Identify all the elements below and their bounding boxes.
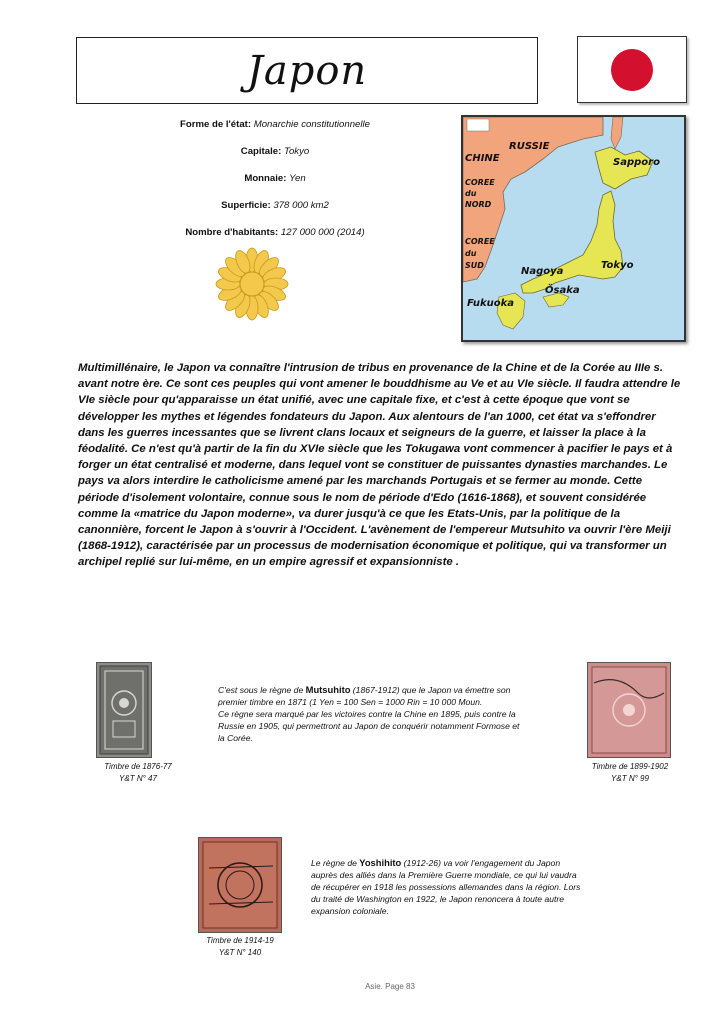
stamp-1899 <box>587 662 671 758</box>
chrysanthemum-emblem <box>210 247 294 321</box>
map-label-south-korea-1: COREE <box>465 237 495 246</box>
map-label-russia: RUSSIE <box>509 141 550 152</box>
fact-capital: Capitale: Tokyo <box>240 146 310 157</box>
map-label-tokyo: Tokyo <box>601 260 634 271</box>
fact-government: Forme de l'état: Monarchie constitutionnelle <box>180 119 370 130</box>
fact-area: Superficie: 378 000 km2 <box>221 200 329 211</box>
history-paragraph: Multimillénaire, le Japon va connaître l'intrusion de tribus en provenance de la Chine et de la Corée au IIIe s. avant notre ère. Ce sont ces peuples qui vont amener le bouddhisme au Ve et au VIe siècle. Il faudra attendre le VIe siècle pour qu'apparaisse un état unifié, avec une capitale fixe, et c'est à cette époque que vont se développer les mythes et légendes fondateurs du Japon. Aux alentours de l'an 1000, cet état va s'effondrer dans les guerres incessantes que se livrent clans locaux et seigneurs de la guerre, et laisser la place à la féodalité. Ce n'est qu'à partir de la fin du XVIe siècle que les Tokugawa vont commencer à pacifier le pays et à forger un état centralisé et moderne, dans lequel vont se constituer de puissantes dynasties marchandes. Le pays va alors interdire le catholicisme amené par les marchands Portugais et se fermer au monde. Cette période d'isolement volontaire, connue sous le nom de période d'Edo (1616-1868), et souvent considérée comme la «matrice du Japon moderne», va durer jusqu'à ce que les Etats-Unis, par la politique de la canonnière, forcent le Japon à s'ouvrir à l'Occident. L'avènement de l'empereur Mutsuhito va ouvrir l'ère Meiji (1868-1912), caractérisée par un processus de modernisation économique et politique, qui va transformer un archipel replié sur lui-même, en un empire agressif et expansionniste . <box>78 362 681 569</box>
fact-currency: Monnaie: Yen <box>244 173 306 184</box>
page-footer: Asie. Page 83 <box>365 982 415 991</box>
fact-population: Nombre d'habitants: 127 000 000 (2014) <box>185 227 365 238</box>
map-label-north-korea-3: NORD <box>465 200 492 209</box>
taisho-text: Le règne de Yoshihito (1912-26) va voir l'engagement du Japon auprès des alliés dans la Première Guerre mondiale, ce qui lui vaudra de récupérer en 1918 les possessions allemandes dans la région. Lors du traité de Washington en 1922, le Japon renoncera à toute autre expansion coloniale. <box>311 857 581 916</box>
map-label-south-korea-3: SUD <box>465 261 484 270</box>
map-label-north-korea-1: COREE <box>465 178 495 187</box>
stamp-1914-caption: Timbre de 1914-19 Y&T N° 140 <box>206 936 274 957</box>
title-box <box>76 37 538 104</box>
country-facts <box>130 116 420 251</box>
meiji-text: C'est sous le règne de Mutsuhito (1867-1912) que le Japon va émettre son premier timbre en 1871 (1 Yen = 100 Sen = 1000 Rin = 10 000 Moun. Ce règne sera marqué par les victoires contre la Chine en 1895, puis contre la Russie en 1905, qui permettront au Japon de conquérir notamment Formose et la Corée. <box>218 684 520 743</box>
flag-red-disc <box>611 49 653 91</box>
map-label-south-korea-2: du <box>465 249 477 258</box>
japan-map <box>461 115 686 342</box>
map-label-osaka: Ösaka <box>545 285 580 296</box>
map-label-china: CHINE <box>465 153 500 164</box>
map-label-nagoya: Nagoya <box>521 266 564 277</box>
page-title: Japon <box>246 47 368 94</box>
japan-flag <box>577 36 687 103</box>
stamp-1876 <box>96 662 152 758</box>
map-label-north-korea-2: du <box>465 189 477 198</box>
map-label-fukuoka: Fukuoka <box>467 298 515 309</box>
map-label-sapporo: Sapporo <box>613 157 660 168</box>
stamp-1914 <box>198 837 282 933</box>
stamp-1899-caption: Timbre de 1899-1902 Y&T N° 99 <box>591 762 669 783</box>
stamp-1876-caption: Timbre de 1876-77 Y&T N° 47 <box>104 762 172 783</box>
